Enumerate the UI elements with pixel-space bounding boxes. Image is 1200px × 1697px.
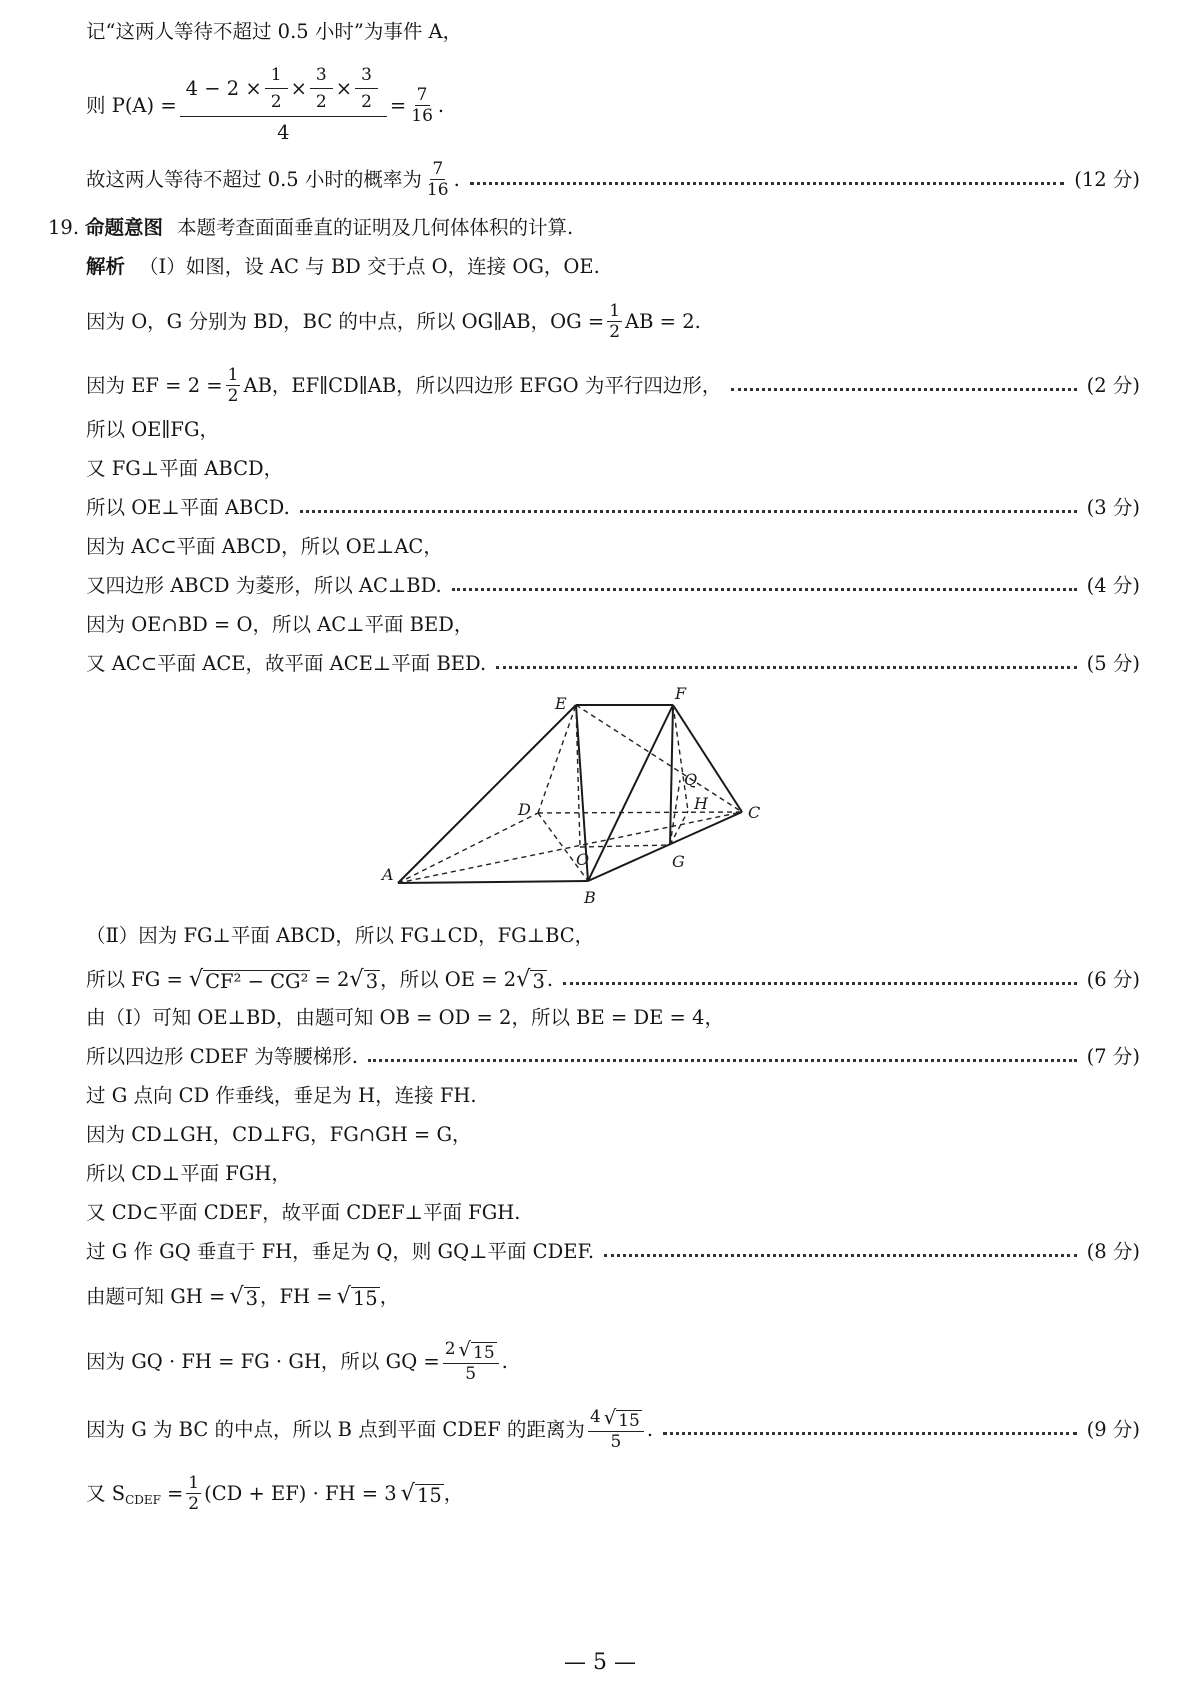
dot-leader [300,510,1077,513]
period: . [546,968,554,991]
times-sign: × [290,76,307,100]
score-label: (3 分) [1086,496,1140,519]
scored-line [86,576,1140,596]
fraction: 2 √ 15 5 [443,1340,499,1384]
line-text: ， [379,1285,400,1308]
text-line [86,22,1140,42]
sqrt-expression: √ CF² − CG² [188,966,309,993]
analysis-line [86,257,1140,277]
period: . [437,93,445,117]
line-text: 由（Ⅰ）可知 OE⊥BD，由题可知 OB = OD = 2，所以 BE = DE = 4， [86,1006,724,1029]
fraction: $\frac{3}{2}$ [310,66,333,112]
label-G: G [672,852,685,871]
line-text: 故这两人等待不超过 0.5 小时的概率为 [86,168,422,192]
period: . [501,1350,508,1374]
scored-line [86,498,1140,518]
big-fraction [180,66,387,145]
dot-leader [452,588,1077,591]
dot-leader [470,182,1065,185]
solid-diagram [380,685,800,910]
label-H: H [694,794,708,813]
fraction: $\frac{3}{2}$ [355,66,378,112]
result-fraction: $\frac{7}{16}$ [411,84,433,127]
diag-AC [398,812,742,883]
text-line [86,302,1140,342]
line-text: （Ⅱ）因为 FG⊥平面 ABCD，所以 FG⊥CD，FG⊥BC， [86,924,595,947]
label-Q: Q [684,770,698,789]
text-line [86,459,1140,479]
geometry-figure [380,685,800,914]
dot-leader [368,1059,1077,1062]
subscript: CDEF [125,1492,161,1507]
line-text: 又 AC⊂平面 ACE，故平面 ACE⊥平面 BED. [86,652,487,675]
line-text: 又 FG⊥平面 ABCD， [86,457,284,480]
score-label: (12 分) [1074,168,1140,192]
label-D: D [518,800,531,819]
text-line [86,1203,1140,1223]
line-text: 因为 OE∩BD = O，所以 AC⊥平面 BED， [86,613,474,636]
line-text: (CD + EF) · FH = 3 [204,1482,397,1506]
text-line [86,1086,1140,1106]
times-sign: × [335,76,353,100]
text-line [86,1164,1140,1184]
sqrt-expression: √ 3 [349,966,379,993]
intent-label: 命题意图 [85,216,164,239]
line-text: ，FH = [260,1285,333,1308]
line-text: ，所以 OE = 2 [380,968,517,991]
line-text: AB = 2. [625,310,701,334]
period: . [453,168,460,192]
sqrt-expression: √ 15 [336,1283,378,1310]
label-F: F [675,685,687,703]
line-text: 过 G 作 GQ 垂直于 FH，垂足为 Q，则 GQ⊥平面 CDEF. [86,1240,595,1263]
line-text: AB，EF∥CD∥AB，所以四边形 EFGO 为平行四边形， [243,374,722,398]
scored-line [86,1242,1140,1262]
question-header [48,218,1140,238]
sqrt-expression: √ 3 [229,1283,259,1310]
line-text: = 2 [314,968,350,991]
fraction: $\frac{1}{2}$ [188,1473,200,1515]
dot-leader [496,666,1077,669]
fraction: $\frac{1}{2}$ [609,301,621,343]
line-text: 所以 OE∥FG， [86,418,220,441]
text-line [86,1340,1140,1384]
label-A: A [382,865,394,884]
score-label: (4 分) [1086,574,1140,597]
edge-AD [398,813,538,883]
score-label: (2 分) [1086,374,1140,398]
text-line [86,1125,1140,1145]
line-text: 过 G 点向 CD 作垂线，垂足为 H，连接 FH. [86,1084,477,1107]
edge-AB [398,881,588,883]
sqrt-expression: √ 3 [516,966,545,993]
score-label: (7 分) [1086,1045,1140,1068]
scored-line [86,1408,1140,1452]
denominator: 4 [277,120,290,144]
label-C: C [748,803,761,822]
dot-leader [663,1432,1077,1435]
text-line [86,1474,1140,1514]
text-line [86,537,1140,557]
line-text: 又 S [86,1482,126,1506]
text-line [86,615,1140,635]
text-line [86,420,1140,440]
line-text: 因为 AC⊂平面 ABCD，所以 OE⊥AC， [86,535,443,558]
line-text: 所以 CD⊥平面 FGH， [86,1162,291,1185]
seg-OG [580,845,670,847]
edge-DE [538,705,576,813]
fraction: 4 √ 15 5 [588,1408,644,1452]
line-text: （Ⅰ）如图，设 AC 与 BD 交于点 O，连接 OG，OE. [139,255,600,278]
text-line [86,1285,1140,1309]
line-text: 所以四边形 CDEF 为等腰梯形. [86,1045,358,1068]
line-text: 又四边形 ABCD 为菱形，所以 AC⊥BD. [86,574,442,597]
edge-DC [538,812,742,813]
line-text: 因为 GQ · FH = FG · GH，所以 GQ = [86,1350,440,1374]
seg-FH [673,705,688,811]
edge-FB [588,705,673,881]
analysis-label: 解析 [86,255,126,278]
line-text: ， [443,1482,464,1506]
line-text: 因为 CD⊥GH，CD⊥FG，FG∩GH = G， [86,1123,472,1146]
scored-line [86,968,1140,992]
label-O: O [576,850,590,869]
event-definition: 记“这两人等待不超过 0.5 小时”为事件 A， [86,20,463,43]
fraction: $\frac{7}{16}$ [426,159,449,201]
scored-line [86,366,1140,406]
line-text: 又 CD⊂平面 CDEF，故平面 CDEF⊥平面 FGH. [86,1201,521,1224]
sqrt-expression: √ 15 [400,1480,442,1508]
fraction: $\frac{1}{2}$ [265,66,288,112]
period: . [646,1418,654,1442]
line-text: 由题可知 GH = [86,1285,226,1308]
line-text: 因为 EF = 2 = [86,374,223,398]
score-label: (8 分) [1086,1240,1140,1263]
score-label: (9 分) [1086,1418,1140,1442]
probability-formula [86,66,1140,145]
line-text: 因为 O，G 分别为 BD，BC 的中点，所以 OG∥AB，OG = [86,310,605,334]
equals-sign: = [166,1482,184,1506]
label-B: B [584,888,596,907]
equals-sign: = [389,93,407,117]
dot-leader [731,388,1076,391]
dot-leader [604,1254,1077,1257]
dot-leader [563,982,1077,985]
scored-line [86,654,1140,674]
fraction: $\frac{1}{2}$ [227,365,239,407]
intent-text: 本题考查面面垂直的证明及几何体体积的计算. [177,216,574,239]
scored-line [86,160,1140,200]
edge-AE [398,705,576,883]
page-number: — 5 — [564,1650,636,1675]
line-text: 所以 FG = [86,968,183,991]
scored-line [86,1047,1140,1067]
label-E: E [555,694,567,713]
text-line [86,1008,1140,1028]
text-line [86,926,1140,946]
score-label: (5 分) [1086,652,1140,675]
question-number: 19. [48,216,80,239]
line-text: 所以 OE⊥平面 ABCD. [86,496,290,519]
formula-prefix: 则 P(A) = [86,93,177,117]
score-label: (6 分) [1086,968,1140,991]
formula-text: 4 − 2 × [185,76,262,100]
line-text: 因为 G 为 BC 的中点，所以 B 点到平面 CDEF 的距离为 [86,1418,585,1442]
edge-EC [576,705,742,812]
